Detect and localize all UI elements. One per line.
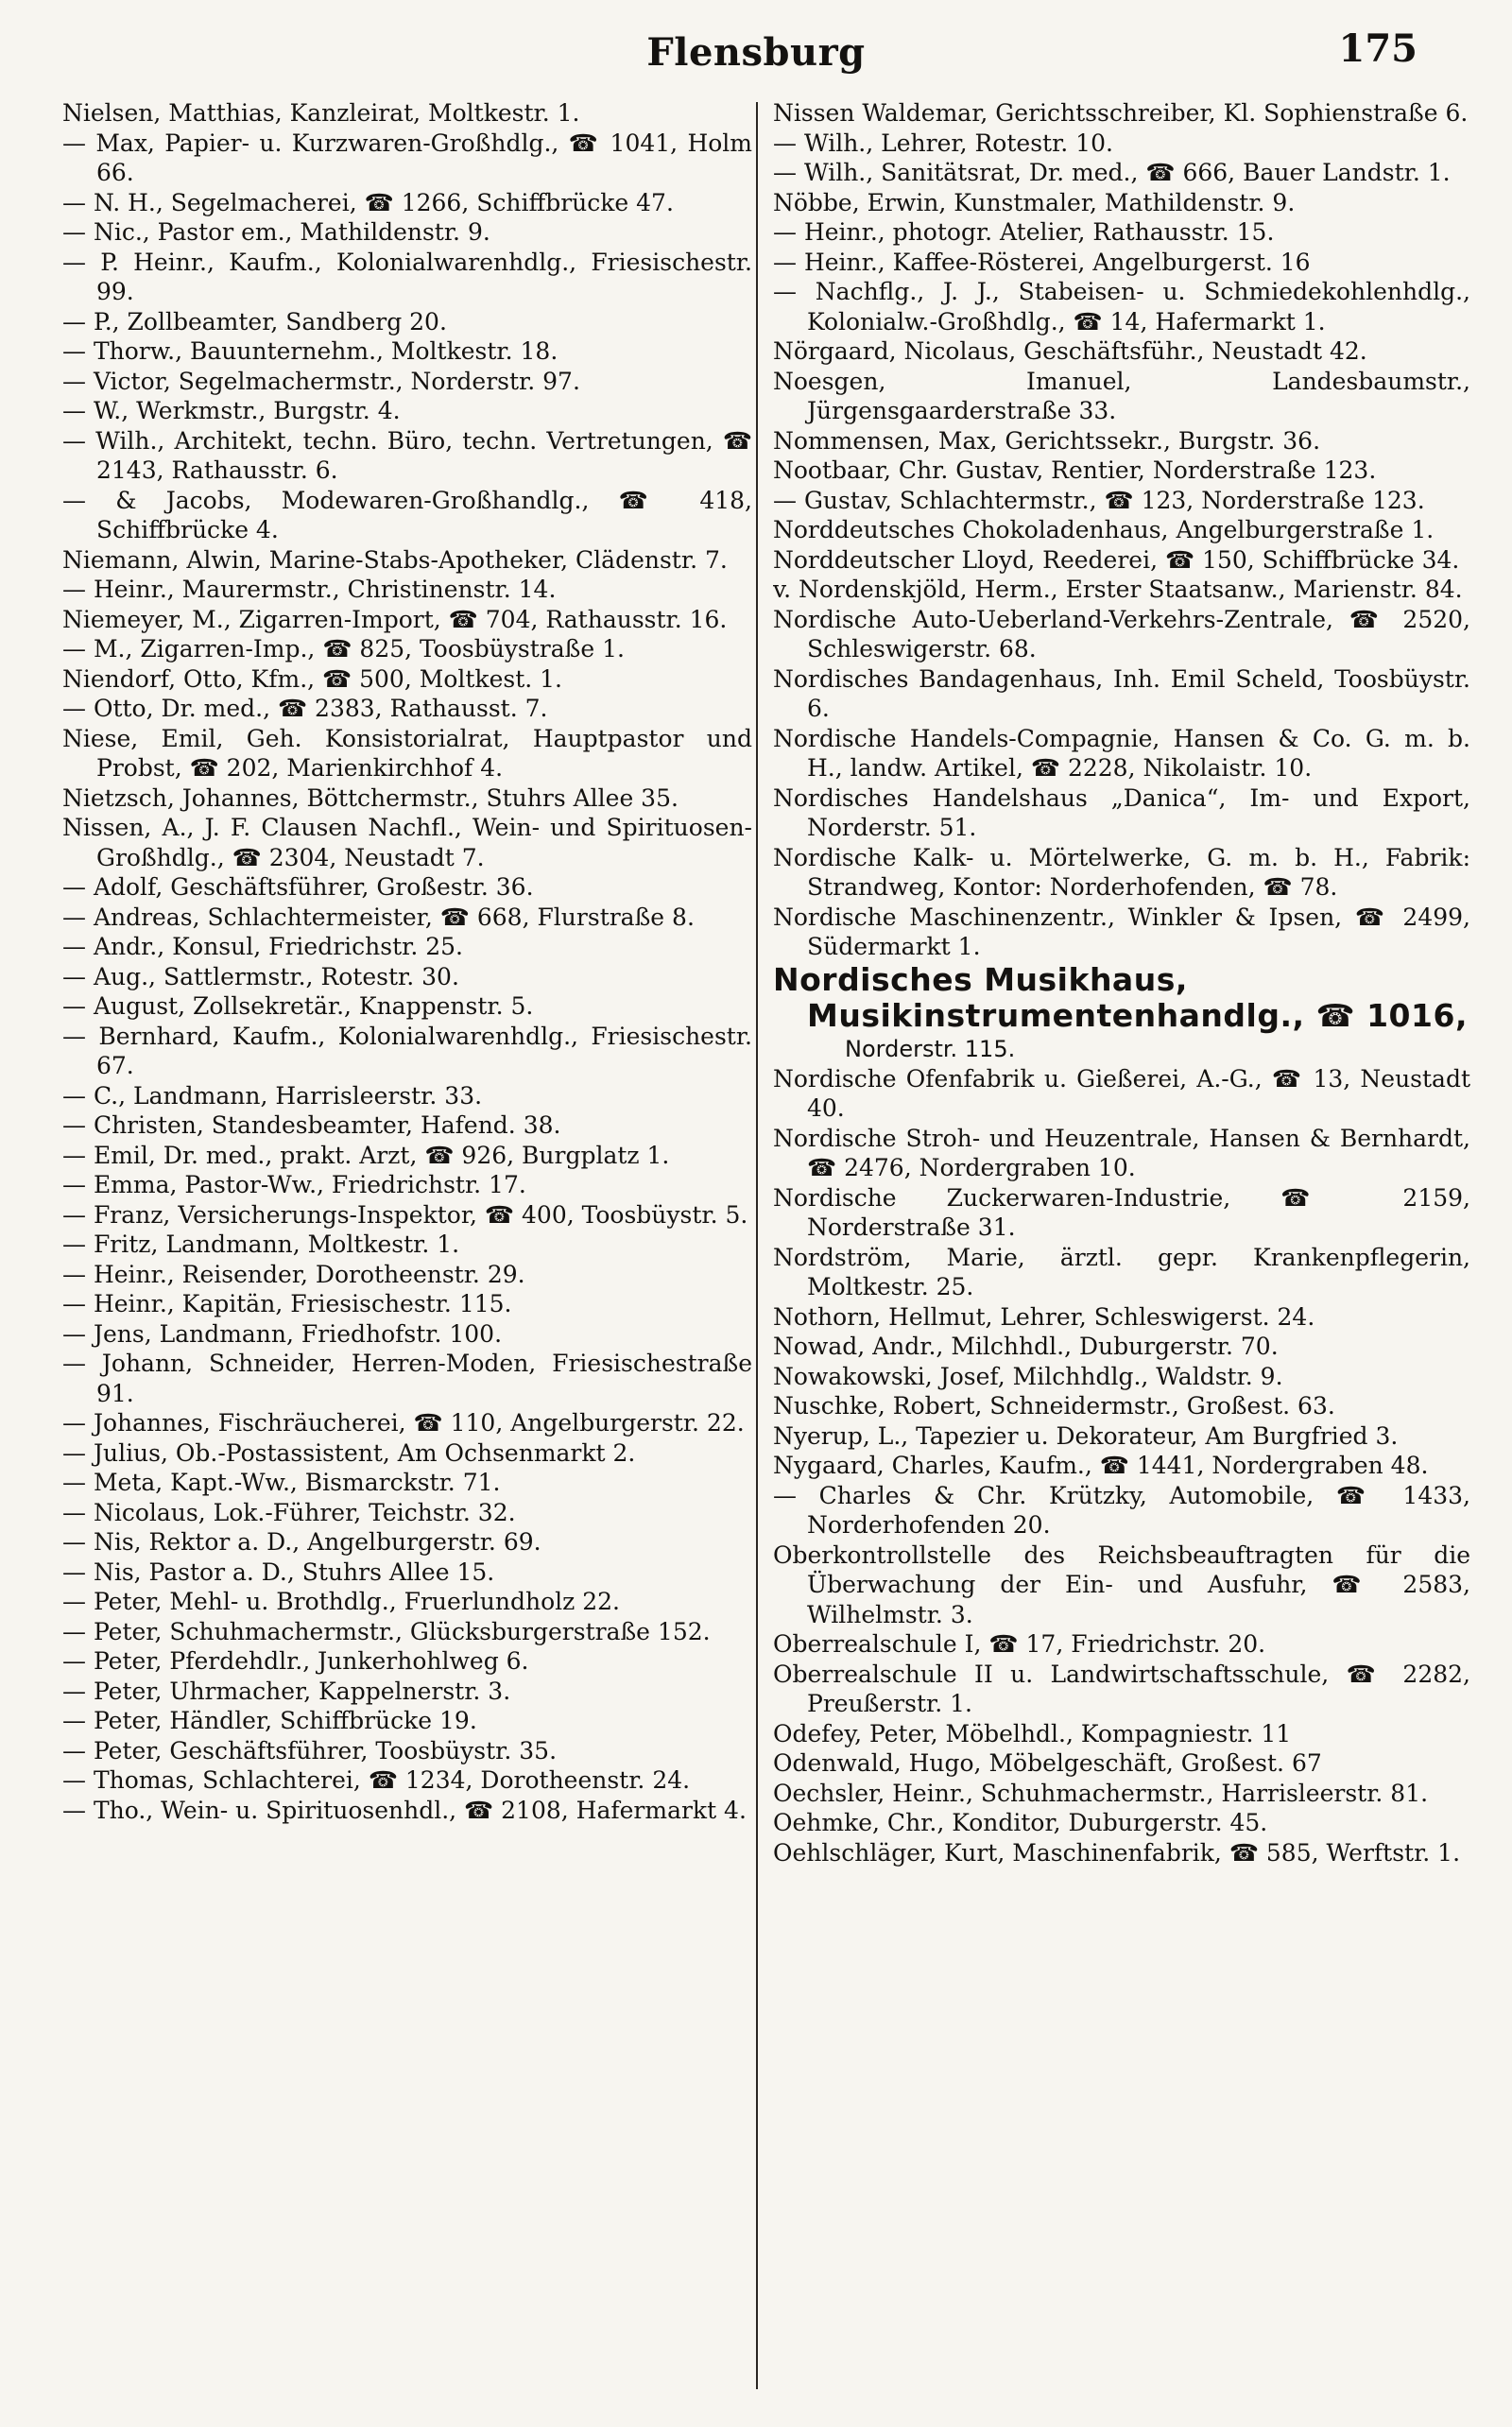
directory-entry: — & Jacobs, Modewaren-Großhandlg., ☎ 418, Schiffbrücke 4. (62, 486, 752, 543)
directory-entry: Niemeyer, M., Zigarren-Import, ☎ 704, Rathausstr. 16. (62, 605, 728, 633)
directory-entry: — Heinr., Kaffee-Rösterei, Angelburgerst. 16 (773, 248, 1311, 276)
directory-entry: Niemann, Alwin, Marine-Stabs-Apotheker, Clädenstr. 7. (62, 545, 728, 574)
directory-entry: Nordisches Musikhaus, Musikinstrumentenhandlg., ☎ 1016, (773, 960, 1468, 1034)
directory-entry: Oehlschläger, Kurt, Maschinenfabrik, ☎ 585, Werftstr. 1. (773, 1838, 1461, 1867)
directory-entry: Nietzsch, Johannes, Böttchermstr., Stuhrs Allee 35. (62, 783, 679, 812)
directory-entry: Nörgaard, Nicolaus, Geschäftsführ., Neustadt 42. (773, 337, 1367, 365)
left-column (62, 98, 752, 2404)
directory-entry: Oechsler, Heinr., Schuhmachermstr., Harrisleerstr. 81. (773, 1779, 1429, 1807)
directory-entry: — Johann, Schneider, Herren-Moden, Friesischestraße 91. (62, 1350, 752, 1407)
directory-entry: — Nic., Pastor em., Mathildenstr. 9. (62, 218, 490, 246)
directory-entry: — Andreas, Schlachtermeister, ☎ 668, Flurstraße 8. (62, 903, 695, 931)
directory-entry: — Peter, Schuhmachermstr., Glücksburgerstraße 152. (62, 1617, 711, 1645)
directory-entry: — Victor, Segelmachermstr., Norderstr. 97. (62, 367, 580, 395)
directory-entry: — Meta, Kapt.-Ww., Bismarckstr. 71. (62, 1469, 501, 1496)
directory-entry: Oehmke, Chr., Konditor, Duburgerstr. 45. (773, 1809, 1268, 1836)
directory-entry: — Bernhard, Kaufm., Kolonialwarenhdlg., Friesischestr. 67. (62, 1022, 752, 1079)
directory-entry: — Fritz, Landmann, Moltkestr. 1. (62, 1231, 460, 1258)
directory-entry: Niendorf, Otto, Kfm., ☎ 500, Moltkest. 1. (62, 664, 562, 693)
directory-entry: — Thorw., Bauunternehm., Moltkestr. 18. (62, 337, 558, 365)
directory-entry: — Adolf, Geschäftsführer, Großestr. 36. (62, 873, 534, 901)
directory-entry: — Christen, Standesbeamter, Hafend. 38. (62, 1111, 561, 1139)
directory-entry: — Emil, Dr. med., prakt. Arzt, ☎ 926, Burgplatz 1. (62, 1141, 670, 1169)
directory-entry: — Thomas, Schlachterei, ☎ 1234, Dorotheenstr. 24. (62, 1766, 691, 1794)
directory-entry: Nordische Handels-Compagnie, Hansen & Co. G. m. b. H., landw. Artikel, ☎ 2228, Nikolaistr. 10. (773, 724, 1470, 782)
directory-entry: — Wilh., Sanitätsrat, Dr. med., ☎ 666, Bauer Landstr. 1. (773, 159, 1451, 186)
directory-entry: — Franz, Versicherungs-Inspektor, ☎ 400, Toosbüystr. 5. (62, 1200, 748, 1229)
directory-entry: — Max, Papier- u. Kurzwaren-Großhdlg., ☎ 1041, Holm 66. (62, 129, 752, 186)
directory-entry: Nordische Ofenfabrik u. Gießerei, A.-G., ☎ 13, Neustadt 40. (773, 1064, 1470, 1122)
directory-entry: — M., Zigarren-Imp., ☎ 825, Toosbüystraße 1. (62, 635, 625, 663)
directory-entry: Nommensen, Max, Gerichtssekr., Burgstr. 36. (773, 426, 1321, 455)
directory-entry: — Nis, Pastor a. D., Stuhrs Allee 15. (62, 1558, 495, 1586)
directory-entry: Nordisches Bandagenhaus, Inh. Emil Scheld, Toosbüystr. 6. (773, 664, 1470, 722)
directory-entry: v. Nordenskjöld, Herm., Erster Staatsanw., Marienstr. 84. (773, 576, 1463, 603)
directory-entry: Nowakowski, Josef, Milchhdlg., Waldstr. 9. (773, 1362, 1283, 1390)
directory-entry: Nothorn, Hellmut, Lehrer, Schleswigerst. 24. (773, 1302, 1315, 1331)
directory-entry: — Peter, Pferdehdlr., Junkerhohlweg 6. (62, 1647, 529, 1675)
directory-entry: Nissen, A., J. F. Clausen Nachfl., Wein- und Spirituosen-Großhdlg., ☎ 2304, Neustadt 7. (62, 814, 752, 871)
directory-entry: — Heinr., Maurermstr., Christinenstr. 14. (62, 576, 557, 603)
directory-entry: — Nachflg., J. J., Stabeisen- u. Schmiedekohlenhdlg., Kolonialw.-Großhdlg., ☎ 14, Hafermarkt 1. (773, 278, 1470, 336)
page-header (0, 26, 1512, 83)
directory-entry: — Julius, Ob.-Postassistent, Am Ochsenmarkt 2. (62, 1438, 636, 1467)
directory-entry: Odefey, Peter, Möbelhdl., Kompagniestr. 11 (773, 1719, 1292, 1747)
directory-entry: Nielsen, Matthias, Kanzleirat, Moltkestr. 1. (62, 99, 580, 127)
column-divider (756, 102, 758, 2389)
directory-entry: — Heinr., Kapitän, Friesischestr. 115. (62, 1290, 512, 1317)
directory-entry: Norddeutsches Chokoladenhaus, Angelburgerstraße 1. (773, 516, 1435, 543)
directory-entry: — August, Zollsekretär., Knappenstr. 5. (62, 992, 534, 1020)
directory-entry: — Emma, Pastor-Ww., Friedrichstr. 17. (62, 1171, 526, 1198)
directory-entry: — Tho., Wein- u. Spirituosenhdl., ☎ 2108, Hafermarkt 4. (62, 1796, 747, 1824)
directory-entry: — Peter, Uhrmacher, Kappelnerstr. 3. (62, 1677, 511, 1705)
directory-entry: — Peter, Geschäftsführer, Toosbüystr. 35. (62, 1736, 558, 1764)
directory-entry: — P. Heinr., Kaufm., Kolonialwarenhdlg., Friesischestr. 99. (62, 248, 752, 305)
directory-entry: Nissen Waldemar, Gerichtsschreiber, Kl. Sophienstraße 6. (773, 99, 1469, 127)
directory-entry: — Wilh., Architekt, techn. Büro, techn. Vertretungen, ☎ 2143, Rathausstr. 6. (62, 426, 752, 484)
directory-entry: — Jens, Landmann, Friedhofstr. 100. (62, 1319, 503, 1348)
directory-entry: Norderstr. 115. (845, 1035, 1016, 1062)
directory-entry: Oberrealschule II u. Landwirtschaftsschule, ☎ 2282, Preußerstr. 1. (773, 1660, 1470, 1717)
directory-entry: — Peter, Händler, Schiffbrücke 19. (62, 1707, 477, 1734)
directory-entry: Nootbaar, Chr. Gustav, Rentier, Norderstraße 123. (773, 456, 1377, 484)
page-number: 175 (1338, 26, 1418, 71)
directory-entry: Noesgen, Imanuel, Landesbaumstr., Jürgensgaarderstraße 33. (773, 367, 1470, 424)
directory-entry: Oberrealschule I, ☎ 17, Friedrichstr. 20. (773, 1630, 1266, 1658)
directory-entry: — C., Landmann, Harrisleerstr. 33. (62, 1081, 483, 1110)
directory-entry: Norddeutscher Lloyd, Reederei, ☎ 150, Schiffbrücke 34. (773, 545, 1460, 574)
directory-entry: Nordische Auto-Ueberland-Verkehrs-Zentrale, ☎ 2520, Schleswigerstr. 68. (773, 605, 1470, 663)
directory-entry: — Johannes, Fischräucherei, ☎ 110, Angelburgerstr. 22. (62, 1409, 745, 1437)
directory-entry: — Charles & Chr. Krützky, Automobile, ☎ 1433, Norderhofenden 20. (773, 1481, 1470, 1539)
page-title: Flensburg (646, 30, 866, 75)
directory-entry: — Gustav, Schlachtermstr., ☎ 123, Norderstraße 123. (773, 486, 1425, 514)
directory-entry: — Aug., Sattlermstr., Rotestr. 30. (62, 962, 459, 990)
directory-entry: Nöbbe, Erwin, Kunstmaler, Mathildenstr. 9. (773, 188, 1296, 216)
directory-entry: Nuschke, Robert, Schneidermstr., Großest. 63. (773, 1392, 1335, 1420)
directory-entry: Nordisches Handelshaus „Danica“, Im- und Export, Norderstr. 51. (773, 783, 1470, 841)
directory-entry: — Nis, Rektor a. D., Angelburgerstr. 69. (62, 1528, 541, 1556)
directory-entry: — N. H., Segelmacherei, ☎ 1266, Schiffbrücke 47. (62, 188, 674, 216)
right-column (773, 98, 1470, 2404)
directory-entry: — Wilh., Lehrer, Rotestr. 10. (773, 129, 1113, 157)
directory-entry: — Andr., Konsul, Friedrichstr. 25. (62, 933, 463, 960)
directory-entry: — W., Werkmstr., Burgstr. 4. (62, 397, 401, 424)
directory-entry: Nygaard, Charles, Kaufm., ☎ 1441, Nordergraben 48. (773, 1452, 1429, 1479)
directory-entry: — Otto, Dr. med., ☎ 2383, Rathausst. 7. (62, 695, 548, 722)
directory-entry: — Heinr., Reisender, Dorotheenstr. 29. (62, 1260, 525, 1288)
directory-entry: — Peter, Mehl- u. Brothdlg., Fruerlundholz 22. (62, 1588, 620, 1615)
directory-entry: — Heinr., photogr. Atelier, Rathausstr. 15. (773, 218, 1275, 246)
directory-entry: Nyerup, L., Tapezier u. Dekorateur, Am Burgfried 3. (773, 1421, 1399, 1450)
directory-entry: Nordische Zuckerwaren-Industrie, ☎ 2159, Norderstraße 31. (773, 1183, 1470, 1241)
directory-entry: Niese, Emil, Geh. Konsistorialrat, Hauptpastor und Probst, ☎ 202, Marienkirchhof 4. (62, 724, 752, 782)
directory-entry: Nordische Maschinenzentr., Winkler & Ipsen, ☎ 2499, Südermarkt 1. (773, 903, 1470, 960)
directory-entry: Oberkontrollstelle des Reichsbeauftragten für die Überwachung der Ein- und Ausfuhr, ☎ 2583, Wilhelmstr. 3. (773, 1541, 1470, 1628)
directory-entry: Nordische Kalk- u. Mörtelwerke, G. m. b. H., Fabrik: Strandweg, Kontor: Norderhofenden, ☎ 78. (773, 843, 1470, 901)
directory-entry: Nordström, Marie, ärztl. gepr. Krankenpflegerin, Moltkestr. 25. (773, 1243, 1470, 1300)
directory-entry: — Nicolaus, Lok.-Führer, Teichstr. 32. (62, 1498, 516, 1526)
directory-entry: Nordische Stroh- und Heuzentrale, Hansen & Bernhardt, ☎ 2476, Nordergraben 10. (773, 1124, 1470, 1181)
directory-entry: Nowad, Andr., Milchhdl., Duburgerstr. 70. (773, 1333, 1279, 1360)
directory-entry: — P., Zollbeamter, Sandberg 20. (62, 307, 447, 336)
directory-entry: Odenwald, Hugo, Möbelgeschäft, Großest. 67 (773, 1749, 1322, 1777)
